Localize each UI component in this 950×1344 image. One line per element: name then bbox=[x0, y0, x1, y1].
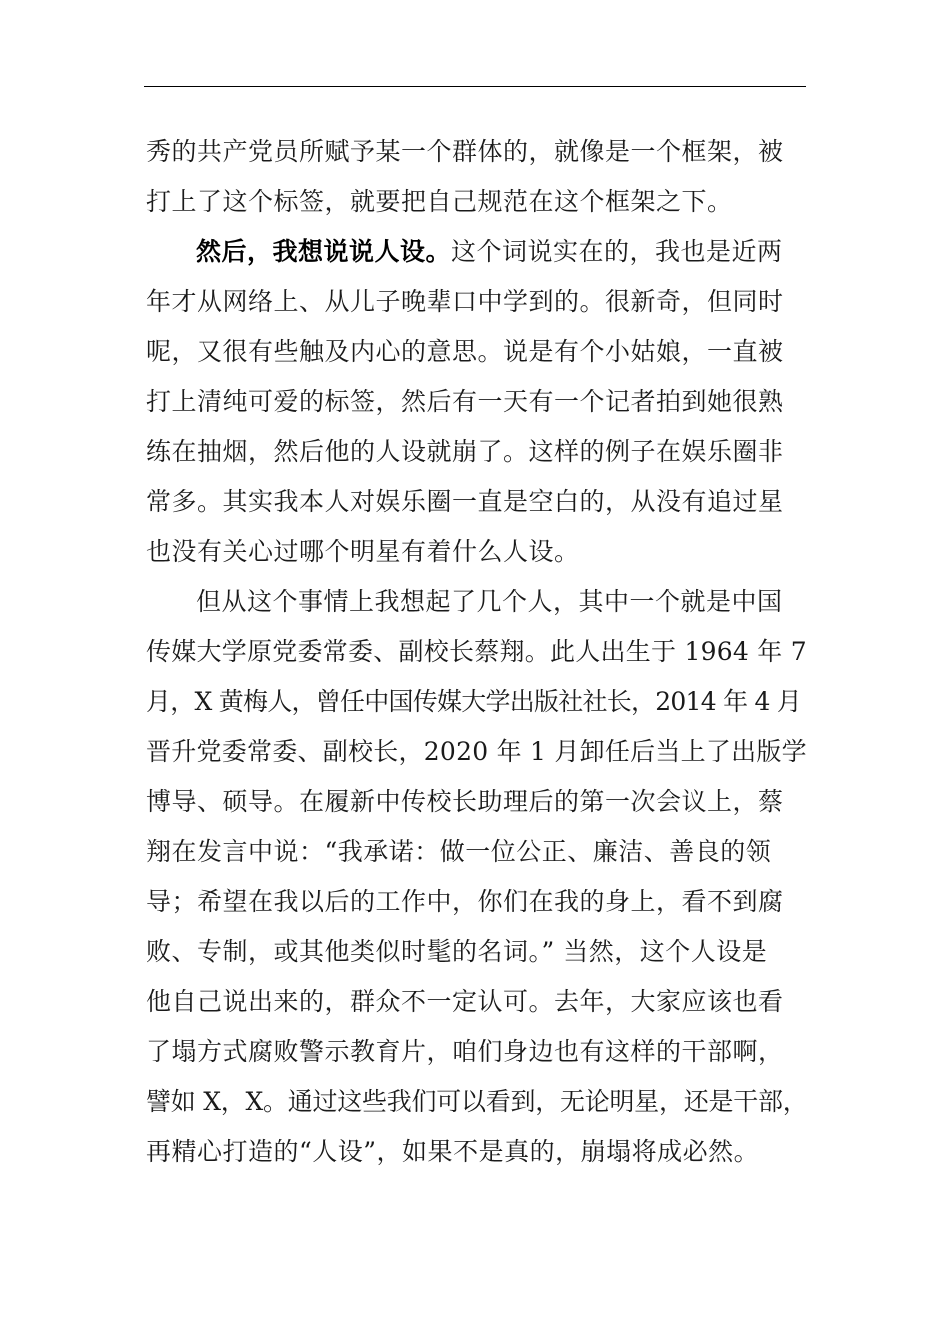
body-line: 年才从网络上、从儿子晚辈口中学到的。很新奇，但同时 bbox=[146, 287, 784, 316]
body-line: 他自己说出来的，群众不一定认可。去年，大家应该也看 bbox=[146, 987, 784, 1016]
body-line: 秀的共产党员所赋予某一个群体的，就像是一个框架，被 bbox=[146, 137, 784, 166]
body-line: 晋升党委常委、副校长，2020 年 1 月卸任后当上了出版学 bbox=[146, 737, 807, 766]
body-line: 翔在发言中说：“我承诺：做一位公正、廉洁、善良的领 bbox=[146, 837, 772, 866]
body-line: 传媒大学原党委常委、副校长蔡翔。此人出生于 1964 年 7 bbox=[146, 637, 807, 666]
body-line: 打上了这个标签，就要把自己规范在这个框架之下。 bbox=[146, 187, 733, 216]
body-line: 打上清纯可爱的标签，然后有一天有一个记者拍到她很熟 bbox=[146, 387, 784, 416]
body-line: 了塌方式腐败警示教育片，咱们身边也有这样的干部啊， bbox=[146, 1037, 784, 1066]
body-line: 呢，又很有些触及内心的意思。说是有个小姑娘，一直被 bbox=[146, 337, 784, 366]
body-line: 导；希望在我以后的工作中，你们在我的身上，看不到腐 bbox=[146, 887, 784, 916]
header-rule bbox=[144, 86, 806, 87]
body-line: 常多。其实我本人对娱乐圈一直是空白的，从没有追过星 bbox=[146, 487, 784, 516]
body-line: 譬如 X，X。通过这些我们可以看到，无论明星，还是干部， bbox=[146, 1087, 808, 1116]
bold-lead-phrase: 然后，我想说说人设。 bbox=[196, 237, 452, 266]
body-line: 再精心打造的“人设”，如果不是真的，崩塌将成必然。 bbox=[146, 1137, 760, 1166]
body-line: 也没有关心过哪个明星有着什么人设。 bbox=[146, 537, 580, 566]
body-line: 然后，我想说说人设。这个词说实在的，我也是近两 bbox=[196, 237, 783, 266]
body-line: 博导、硕导。在履新中传校长助理后的第一次会议上，蔡 bbox=[146, 787, 784, 816]
body-line: 但从这个事情上我想起了几个人，其中一个就是中国 bbox=[196, 587, 783, 616]
body-line: 练在抽烟，然后他的人设就崩了。这样的例子在娱乐圈非 bbox=[146, 437, 784, 466]
body-line: 月，X 黄梅人，曾任中国传媒大学出版社社长，2014 年 4 月 bbox=[146, 687, 802, 716]
body-line: 败、专制，或其他类似时髦的名词。” 当然，这个人设是 bbox=[146, 937, 768, 966]
